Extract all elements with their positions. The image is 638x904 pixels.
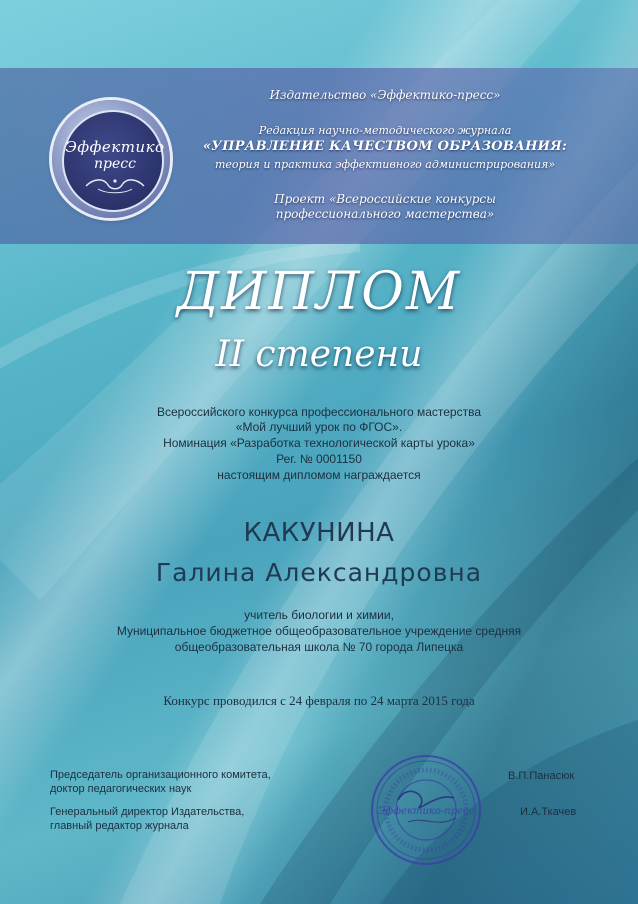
director-title-line-1: Генеральный директор Издательства,	[50, 806, 245, 818]
ornament-icon	[84, 176, 146, 194]
recipient-surname: КАКУНИНА	[243, 518, 395, 548]
publisher-name: Издательство «Эффектико-пресс»	[269, 88, 501, 102]
diploma-degree: II степени	[215, 334, 423, 375]
contest-line-1: Всероссийского конкурса профессионального мастерства	[156, 405, 482, 419]
project-line-2: профессионального мастерства»	[275, 207, 495, 221]
recipient-given-names: Галина Александровна	[155, 558, 483, 587]
recipient-position: учитель биологии и химии,	[244, 608, 394, 622]
official-stamp-icon	[368, 752, 484, 868]
registration-number: Рег. № 0001150	[276, 452, 362, 466]
contest-dates: Конкурс проводился с 24 февраля по 24 марта 2015 года	[163, 693, 475, 708]
contest-line-2: «Мой лучший урок по ФГОС».	[235, 420, 403, 434]
journal-title: «УПРАВЛЕНИЕ КАЧЕСТВОМ ОБРАЗОВАНИЯ:	[202, 139, 568, 154]
director-name: И.А.Ткачев	[520, 806, 577, 818]
recipient-org-line-2: общеобразовательная школа № 70 города Липецка	[174, 640, 464, 654]
contest-nomination: Номинация «Разработка технологической карты урока»	[163, 436, 475, 450]
logo-text-bottom: пресс	[94, 156, 136, 172]
awarded-text: настоящим дипломом награждается	[217, 468, 421, 482]
chair-title-line-1: Председатель организационного комитета,	[50, 769, 271, 781]
chair-name: В.П.Панасюк	[508, 770, 575, 782]
logo-text-top: Эффектико	[65, 138, 165, 156]
recipient-org-line-1: Муниципальное бюджетное общеобразовательное учреждение средняя	[116, 624, 522, 638]
director-title-line-2: главный редактор журнала	[50, 820, 189, 832]
project-line-1: Проект «Всероссийские конкурсы	[274, 192, 496, 206]
stamp-text: Эффектико-пресс	[377, 806, 475, 817]
journal-editorial: Редакция научно-методического журнала	[258, 124, 512, 137]
journal-subtitle: теория и практика эффективного администрирования»	[214, 158, 556, 171]
publisher-logo	[52, 100, 170, 218]
logo-inner-circle	[62, 110, 164, 212]
chair-title-line-2: доктор педагогических наук	[50, 783, 192, 795]
diploma-title: ДИПЛОМ	[176, 262, 462, 322]
